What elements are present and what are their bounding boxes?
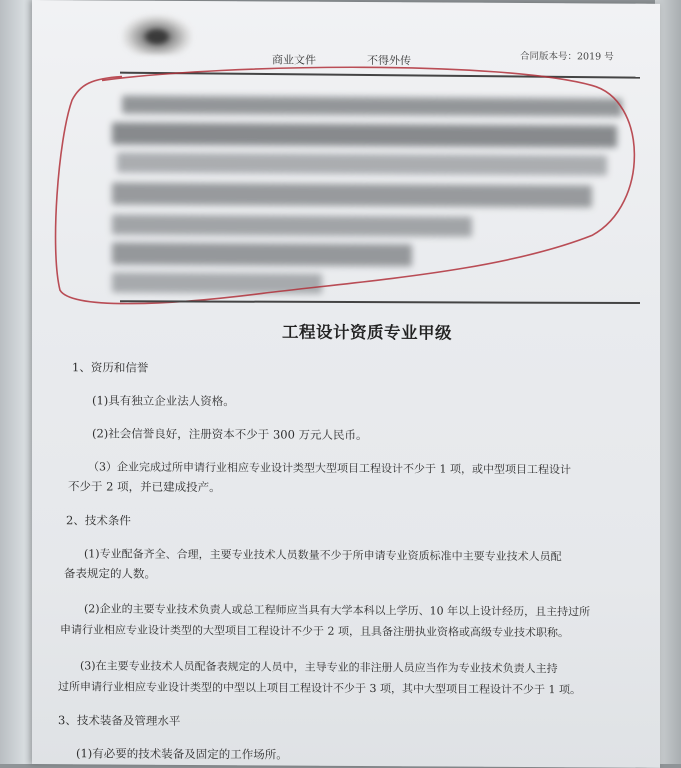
paragraph-line: (1)具有独立企业法人资格。 — [92, 393, 235, 409]
paragraph-line: 不少于 2 项，并已建成投产。 — [68, 479, 221, 495]
paragraph-line: （3）企业完成过所申请行业相应专业设计类型大型项目工程设计不少于 1 项，或中型项目工程设计 — [88, 460, 571, 477]
paragraph-line: 申请行业相应专业设计类型的大型项目工程设计不少于 2 项，且具备注册执业资格或高级专业技术职称。 — [60, 623, 569, 640]
header-middle-text: 不得外传 — [367, 54, 411, 68]
document-title: 工程设计资质专业甲级 — [282, 322, 452, 343]
paragraph-line: 备表规定的人数。 — [64, 566, 156, 581]
paragraph-line: (2)社会信誉良好，注册资本不少于 300 万元人民币。 — [92, 426, 368, 443]
header-right-text: 合同版本号：2019 号 — [520, 50, 614, 63]
header-left-text: 商业文件 — [272, 53, 316, 67]
paragraph-line: 过所申请行业相应专业设计类型的中型以上项目工程设计不少于 3 项，其中大型项目工程设计不少于 1 项。 — [58, 680, 581, 697]
paragraph-line: (2)企业的主要专业技术负责人或总工程师应当具有大学本科以上学历、10 年以上设计经历，且主持过所 — [84, 602, 591, 619]
paragraph-line: (3)在主要专业技术人员配备表规定的人员中，主导专业的非注册人员应当作为专业技术负责人主持 — [80, 659, 558, 676]
section-heading: 1、资历和信誉 — [72, 360, 149, 375]
document-page — [32, 0, 660, 768]
paragraph-line: (1)有必要的技术装备及固定的工作场所。 — [76, 746, 288, 762]
section-heading: 2、技术条件 — [66, 513, 131, 528]
handwritten-circle — [32, 0, 660, 324]
paragraph-line: (1)专业配备齐全、合理，主要专业技术人员数量不少于所申请专业资质标准中主要专业技术人员配 — [84, 547, 562, 564]
section-heading: 3、技术装备及管理水平 — [58, 713, 181, 728]
